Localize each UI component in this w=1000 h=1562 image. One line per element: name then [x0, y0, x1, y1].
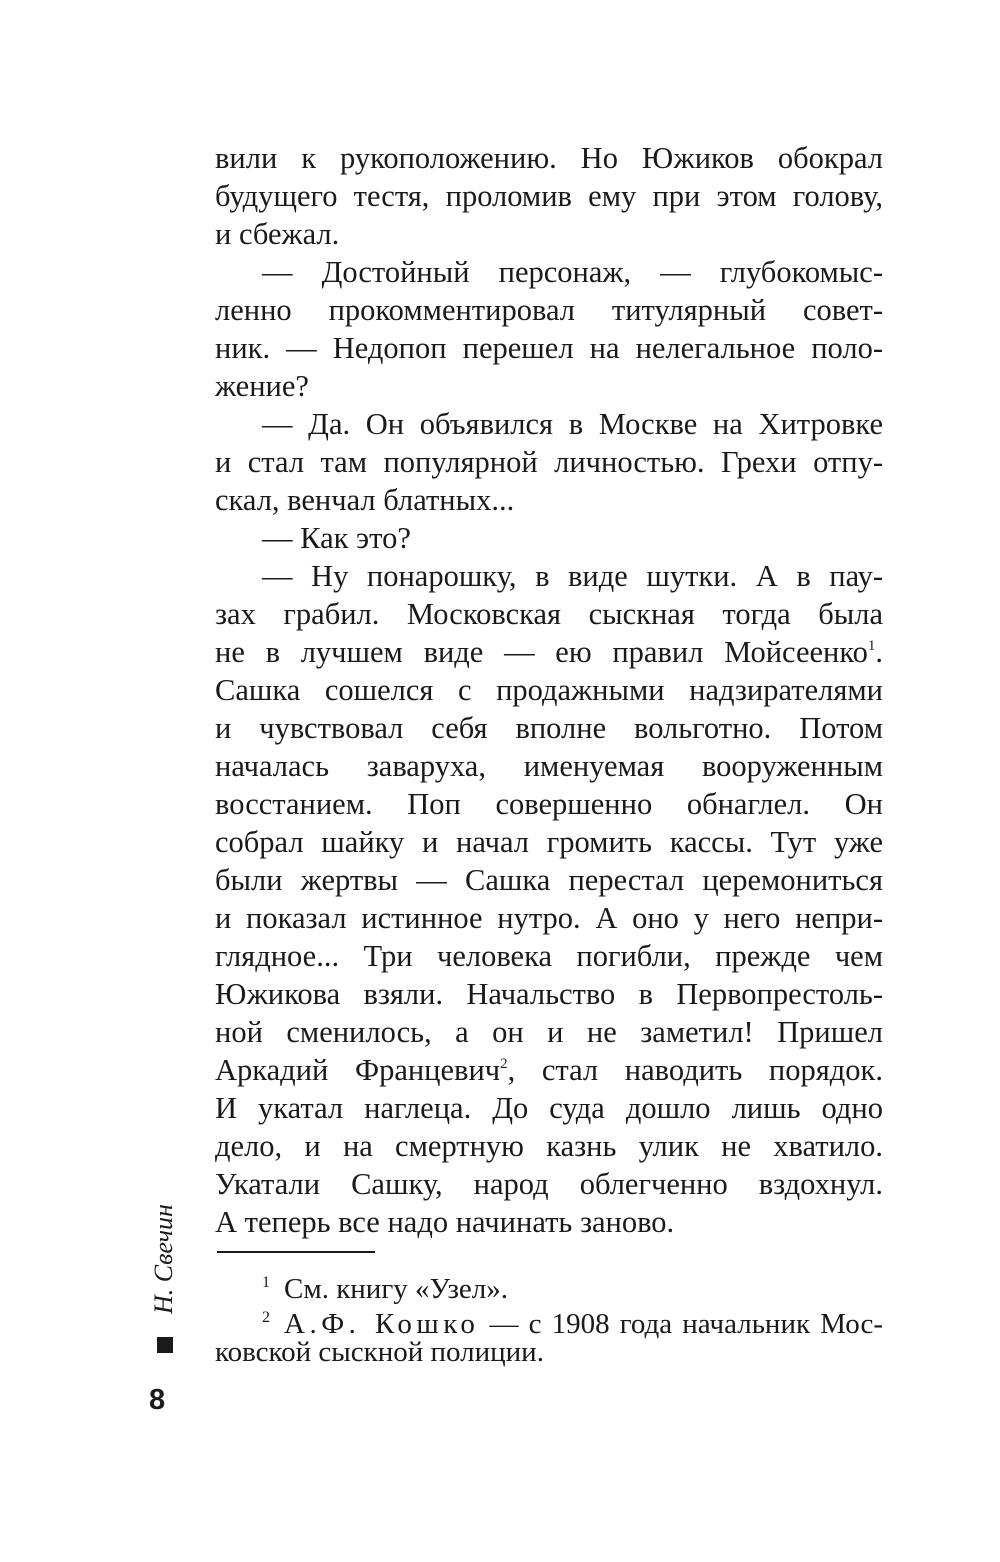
dialogue-line: — Ну понарошку, в виде шутки. А в пау-: [262, 559, 883, 593]
running-head-author: Н. Свечин: [149, 1204, 178, 1314]
text-line: жение?: [215, 369, 309, 403]
text-line: И укатал наглеца. До суда дошло лишь одно: [215, 1091, 883, 1125]
footnote-text: См. книгу «Узел».: [284, 1273, 508, 1305]
text-line: [215, 1051, 883, 1089]
text-line: будущего тестя, проломив ему при этом голову,: [215, 179, 883, 213]
text-line: дело, и на смертную казнь улик не хватило.: [215, 1129, 883, 1163]
text-line: и сбежал.: [215, 217, 340, 251]
page-number: 8: [149, 1384, 166, 1416]
dialogue-line: — Как это?: [262, 521, 411, 555]
dialogue-line: — Да. Он объявился в Москве на Хитровке: [262, 407, 883, 441]
text-line: собрал шайку и начал громить кассы. Тут уже: [215, 825, 883, 859]
dialogue-line: — Достойный персонаж, — глубокомыс-: [262, 255, 883, 289]
text-line: ной сменилось, а он и не заметил! Пришел: [215, 1015, 883, 1049]
text-line: ник. — Недопоп перешел на нелегальное поло-: [215, 331, 883, 365]
footnote-divider: [217, 1251, 375, 1253]
text-segment: Аркадий Францевич: [215, 1053, 501, 1087]
text-line: [215, 633, 883, 671]
text-line: глядное... Три человека погибли, прежде чем: [215, 939, 883, 973]
text-line: ленно прокомментировал титулярный совет-: [215, 293, 883, 327]
footnote-number: 1: [262, 1274, 270, 1291]
square-marker-icon: [157, 1337, 173, 1353]
footnote-ref: 1: [867, 638, 876, 654]
text-line: Укатали Сашку, народ облегченно вздохнул.: [215, 1167, 883, 1201]
footnote: [262, 1265, 883, 1305]
text-line: Сашка сошелся с продажными надзирателями: [215, 673, 883, 707]
footnote: [262, 1300, 883, 1340]
text-segment: не в лучшем виде — ею правил Мойсеенко: [215, 635, 868, 669]
footnote-text: — с 1908 года начальник Мос-: [479, 1308, 883, 1340]
text-line: были жертвы — Сашка перестал церемониться: [215, 863, 883, 897]
text-line: зах грабил. Московская сыскная тогда была: [215, 597, 883, 631]
text-line: восстанием. Поп совершенно обнаглел. Он: [215, 787, 883, 821]
text-line: скал, венчал блатных...: [215, 483, 515, 517]
text-line: и чувствовал себя вполне вольготно. Потом: [215, 711, 883, 745]
footnote-ref: 2: [500, 1056, 508, 1072]
text-line: началась заваруха, именуемая вооруженным: [215, 749, 883, 783]
text-line: Южикова взяли. Начальство в Первопрестоль-: [215, 977, 883, 1011]
text-segment: , стал наводить порядок.: [507, 1053, 883, 1087]
text-line: и стал там популярной личностью. Грехи отпу-: [215, 445, 883, 479]
footnote-name: А.Ф. Кошко: [284, 1308, 480, 1340]
text-line: и показал истинное нутро. А оно у него непри-: [215, 901, 883, 935]
footnote-continuation: ковской сыскной полиции.: [215, 1336, 544, 1368]
footnote-number: 2: [262, 1309, 270, 1326]
text-segment: .: [875, 635, 883, 669]
text-line: А теперь все надо начинать заново.: [215, 1205, 675, 1239]
text-line: вили к рукоположению. Но Южиков обокрал: [215, 141, 883, 175]
